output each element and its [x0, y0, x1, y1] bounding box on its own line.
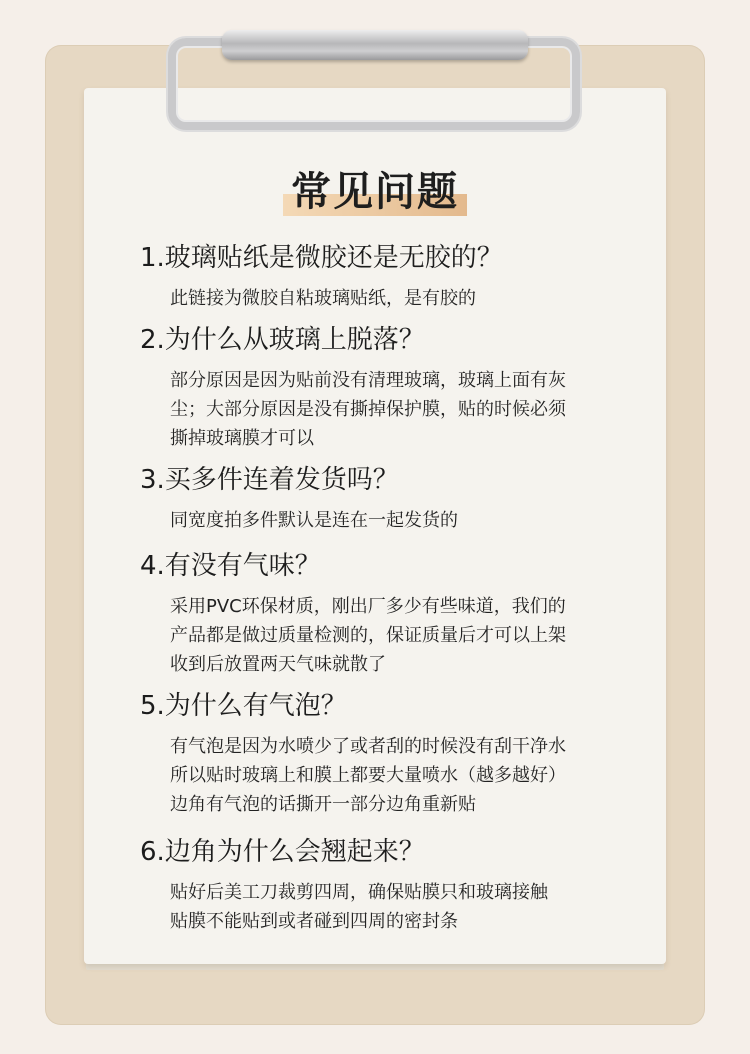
faq-question-6: 6.边角为什么会翘起来？: [140, 837, 425, 867]
faq-question-5: 5.为什么有气泡？: [140, 691, 347, 721]
faq-answer-6: [170, 878, 630, 936]
faq-item-3: [140, 460, 630, 546]
faq-question-1: 1.玻璃贴纸是微胶还是无胶的？: [140, 243, 503, 273]
faq-answer-4-line-3: 收到后放置两天气味就散了: [170, 654, 386, 675]
faq-answer-6-line-1: 贴好后美工刀裁剪四周，确保贴膜只和玻璃接触: [170, 882, 548, 903]
faq-item-5: [140, 686, 630, 832]
faq-answer-3: [170, 506, 630, 535]
faq-answer-4-line-2: 产品都是做过质量检测的，保证质量后才可以上架: [170, 625, 566, 646]
faq-answer-3-line-1: 同宽度拍多件默认是连在一起发货的: [170, 510, 458, 531]
faq-answer-5: [170, 732, 630, 819]
faq-answer-5-line-3: 边角有气泡的话撕开一部分边角重新贴: [170, 794, 476, 815]
faq-answer-1-line-1: 此链接为微胶自粘玻璃贴纸，是有胶的: [170, 288, 476, 309]
faq-list: [140, 238, 630, 936]
faq-answer-2-line-3: 撕掉玻璃膜才可以: [170, 428, 314, 449]
page-title: [283, 166, 467, 218]
faq-question-3: 3.买多件连着发货吗？: [140, 465, 399, 495]
faq-item-1: [140, 238, 630, 320]
faq-answer-4: [170, 592, 630, 679]
faq-answer-2: [170, 366, 630, 453]
faq-item-6: [140, 832, 630, 936]
clipboard-clip-bar: [222, 30, 528, 60]
faq-answer-5-line-1: 有气泡是因为水喷少了或者刮的时候没有刮干净水: [170, 736, 566, 757]
faq-answer-4-line-1: 采用PVC环保材质，刚出厂多少有些味道，我们的: [170, 596, 566, 617]
faq-answer-1: [170, 284, 630, 313]
faq-answer-6-line-2: 贴膜不能贴到或者碰到四周的密封条: [170, 911, 458, 932]
faq-item-2: [140, 320, 630, 460]
page-title-text: 常见问题: [291, 169, 459, 215]
title-area: [0, 166, 750, 218]
faq-item-4: [140, 546, 630, 686]
faq-answer-2-line-2: 尘；大部分原因是没有撕掉保护膜，贴的时候必须: [170, 399, 566, 420]
faq-question-2: 2.为什么从玻璃上脱落？: [140, 325, 425, 355]
faq-answer-2-line-1: 部分原因是因为贴前没有清理玻璃，玻璃上面有灰: [170, 370, 566, 391]
faq-question-4: 4.有没有气味？: [140, 551, 321, 581]
faq-answer-5-line-2: 所以贴时玻璃上和膜上都要大量喷水（越多越好）: [170, 765, 566, 786]
